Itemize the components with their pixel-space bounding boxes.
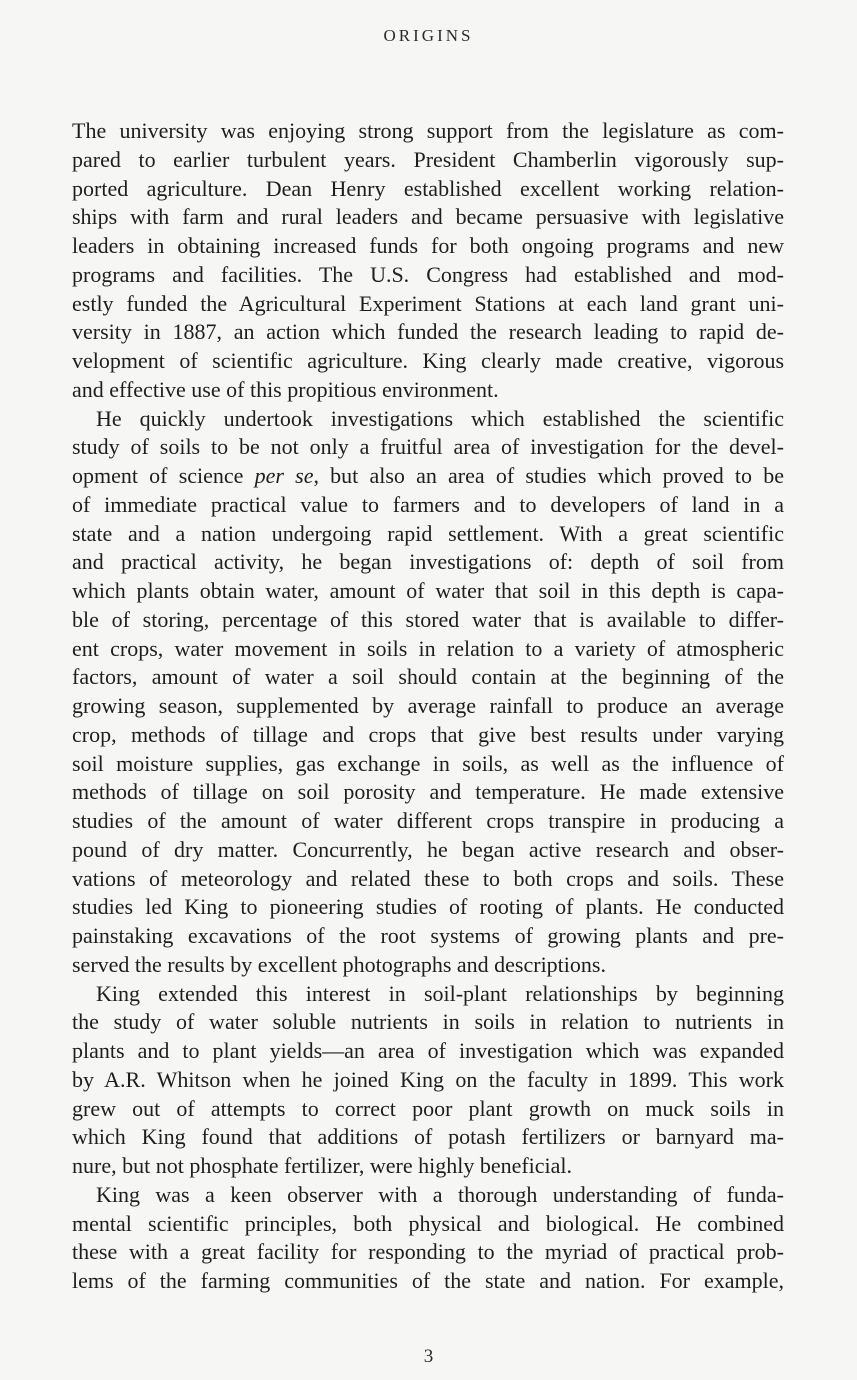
text-line: and effective use of this propitious environment. <box>72 376 499 402</box>
text-line: by A.R. Whitson when he joined King on the faculty in 1899. This work <box>72 1066 784 1092</box>
text-line: painstaking excavations of the root systems of growing plants and pre- <box>72 923 784 948</box>
text-line: soil moisture supplies, gas exchange in soils, as well as the influence of <box>72 750 784 776</box>
paragraph-3 <box>72 980 784 1181</box>
text-line: of immediate practical value to farmers and to developers of land in a <box>72 491 784 517</box>
text-line: pared to earlier turbulent years. President Chamberlin vigorously sup- <box>72 146 784 172</box>
text-line: programs and facilities. The U.S. Congress had established and mod- <box>72 261 784 287</box>
italic-term: per se <box>254 463 314 488</box>
text-line: grew out of attempts to correct poor plant growth on muck soils in <box>72 1095 784 1121</box>
text-line: nure, but not phosphate fertilizer, were highly beneficial. <box>72 1153 573 1178</box>
text-line: served the results by excellent photographs and descriptions. <box>72 951 606 977</box>
text-line: factors, amount of water a soil should contain at the beginning of the <box>72 664 784 690</box>
text-line: estly funded the Agricultural Experiment Stations at each land grant uni- <box>72 290 784 316</box>
text-line: the study of water soluble nutrients in soils in relation to nutrients in <box>72 1009 784 1035</box>
text-line: plants and to plant yields—an area of investigation which was expanded <box>72 1038 784 1063</box>
page-number: 3 <box>423 1346 434 1367</box>
text-line: King extended this interest in soil-plant relationships by beginning <box>96 980 784 1006</box>
text-line: crop, methods of tillage and crops that give best results under varying <box>72 721 784 747</box>
text-line: ble of storing, percentage of this stored water that is available to differ- <box>72 606 784 632</box>
text-line: The university was enjoying strong support from the legislature as com- <box>72 118 784 143</box>
text-line: pound of dry matter. Concurrently, he began active research and obser- <box>72 836 784 862</box>
text-run: opment of science <box>72 463 255 488</box>
paragraph-4 <box>72 1181 784 1296</box>
text-line: these with a great facility for responding to the myriad of practical prob- <box>72 1239 784 1265</box>
body-text <box>72 117 784 1296</box>
text-line: state and a nation undergoing rapid settlement. With a great scientific <box>72 520 784 546</box>
text-line: studies of the amount of water different crops transpire in producing a <box>72 808 784 833</box>
text-line: He quickly undertook investigations which established the scientific <box>96 405 784 431</box>
text-line: study of soils to be not only a fruitful area of investigation for the devel- <box>72 434 784 460</box>
text-line: lems of the farming communities of the state and nation. For example, <box>72 1268 784 1293</box>
paragraph-1 <box>72 117 784 405</box>
text-line: methods of tillage on soil porosity and temperature. He made extensive <box>72 779 784 805</box>
text-line: growing season, supplemented by average rainfall to produce an average <box>72 693 784 718</box>
text-line: which plants obtain water, amount of water that soil in this depth is capa- <box>72 578 784 603</box>
text-line: ported agriculture. Dean Henry established excellent working relation- <box>72 175 784 201</box>
paragraph-2 <box>72 405 784 980</box>
text-line: and practical activity, he began investigations of: depth of soil from <box>72 549 784 575</box>
text-line: King was a keen observer with a thorough understanding of funda- <box>96 1181 784 1207</box>
text-line: mental scientific principles, both physical and biological. He combined <box>72 1210 784 1236</box>
text-line-with-italic <box>72 462 784 491</box>
text-line: versity in 1887, an action which funded the research leading to rapid de- <box>72 319 784 345</box>
text-line: leaders in obtaining increased funds for both ongoing programs and new <box>72 233 784 258</box>
text-line: vations of meteorology and related these to both crops and soils. These <box>72 865 784 891</box>
text-run: , but also an area of studies which proved to be <box>313 463 784 488</box>
text-line: ent crops, water movement in soils in relation to a variety of atmospheric <box>72 635 784 661</box>
text-line: velopment of scientific agriculture. King clearly made creative, vigorous <box>72 348 784 373</box>
running-head: ORIGINS <box>383 26 474 45</box>
text-line: which King found that additions of potash fertilizers or barnyard ma- <box>72 1124 784 1150</box>
text-line: studies led King to pioneering studies of rooting of plants. He conducted <box>72 894 784 920</box>
text-line: ships with farm and rural leaders and became persuasive with legislative <box>72 204 784 230</box>
